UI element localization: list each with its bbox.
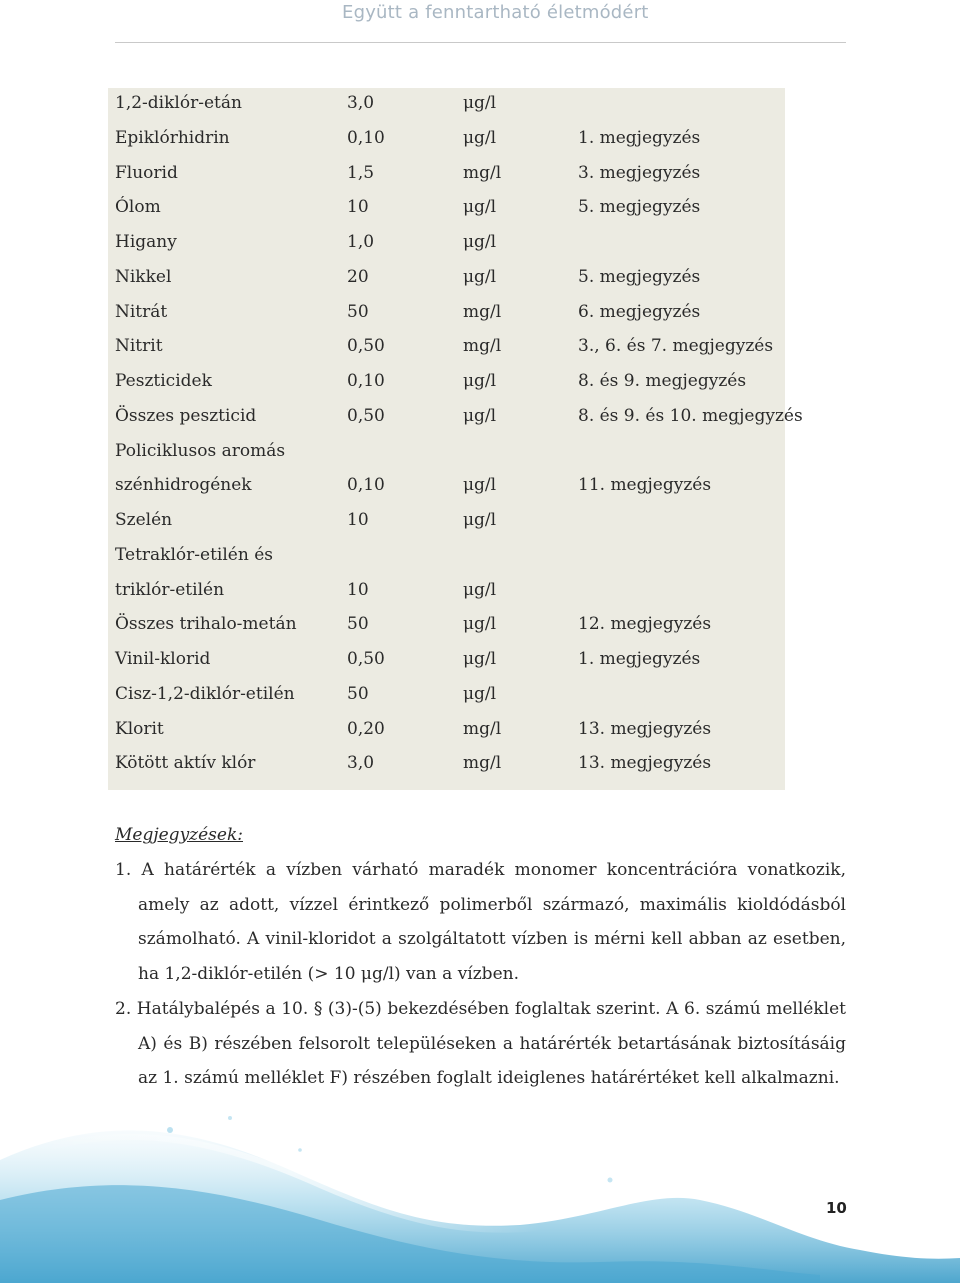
unit: μg/l [463, 649, 497, 669]
limit-value: 3,0 [347, 93, 375, 113]
table-row [108, 580, 785, 615]
substance-name: Peszticidek [115, 371, 212, 391]
note-reference: 3. megjegyzés [578, 162, 701, 183]
substance-name: Policiklusos aromás [115, 440, 286, 461]
substance-name: Fluorid [115, 162, 178, 183]
substance-name: Kötött aktív klór [115, 753, 256, 774]
substance-name: triklór-etilén [115, 579, 225, 600]
table-row [108, 649, 785, 684]
limit-value: 50 [347, 683, 369, 704]
unit: μg/l [463, 232, 497, 252]
limit-value: 0,20 [347, 718, 385, 739]
page-header-title: Együtt a fenntartható életmódért [342, 2, 649, 23]
table-row [108, 232, 785, 267]
limit-value: 10 [347, 510, 369, 530]
limit-value: 0,50 [347, 405, 385, 426]
substance-name: Higany [115, 232, 177, 252]
substance-name: Epiklórhidrin [115, 127, 230, 148]
limit-value: 1,5 [347, 162, 375, 183]
substance-name: szénhidrogének [115, 475, 252, 496]
unit: μg/l [463, 266, 497, 287]
substance-name: Tetraklór-etilén és [115, 544, 273, 565]
limit-value: 0,50 [347, 336, 385, 357]
limit-value: 50 [347, 614, 369, 635]
table-row [108, 510, 785, 545]
unit: mg/l [463, 336, 502, 357]
header-divider [115, 42, 846, 43]
substance-name: Nitrát [115, 301, 168, 322]
table-row [108, 93, 785, 128]
limit-value: 0,10 [347, 475, 385, 496]
note-reference: 8. és 9. és 10. megjegyzés [578, 405, 803, 426]
page-number: 10 [826, 1199, 847, 1217]
note-reference: 6. megjegyzés [578, 301, 701, 322]
water-wave-decoration [0, 1090, 960, 1283]
table-row [108, 302, 785, 337]
table-row [108, 405, 803, 441]
unit: μg/l [463, 683, 497, 704]
limit-values-table [108, 88, 803, 790]
unit: μg/l [463, 127, 497, 148]
table-row [108, 128, 785, 163]
table-row [108, 684, 785, 719]
note-2-text: 2. Hatálybalépés a 10. § (3)-(5) bekezdésében foglaltak szerint. A 6. számú melléklet A) és B) részében felsorolt településeken a határérték betartásának biztosításáig az 1. számú melléklet F) részében foglalt ideiglenes határértéket kell alkalmazni. [115, 999, 846, 1089]
note-reference: 1. megjegyzés [578, 127, 701, 148]
table-row [108, 163, 785, 198]
unit: μg/l [463, 371, 497, 391]
limit-value: 0,10 [347, 371, 385, 391]
substance-name: 1,2-diklór-etán [115, 93, 242, 113]
substance-name: Klorit [115, 718, 164, 739]
note-reference: 5. megjegyzés [578, 197, 701, 218]
table-row [108, 197, 785, 232]
note-reference: 12. megjegyzés [578, 614, 712, 635]
table-row [108, 441, 785, 476]
note-reference: 5. megjegyzés [578, 266, 701, 287]
unit: μg/l [463, 614, 497, 635]
substance-name: Összes peszticid [115, 405, 257, 426]
substance-name: Cisz-1,2-diklór-etilén [115, 683, 295, 704]
limit-value: 3,0 [347, 753, 375, 774]
unit: μg/l [463, 93, 497, 113]
limit-value: 0,10 [347, 127, 385, 148]
notes-title: Megjegyzések: [115, 825, 243, 845]
unit: μg/l [463, 197, 497, 218]
substance-name: Vinil-klorid [115, 649, 211, 669]
table-row [108, 336, 785, 371]
unit: μg/l [463, 475, 497, 496]
substance-name: Nikkel [115, 266, 172, 287]
substance-name: Szelén [115, 510, 173, 530]
limit-value: 10 [347, 579, 369, 600]
note-reference: 11. megjegyzés [578, 475, 712, 496]
note-reference: 1. megjegyzés [578, 649, 701, 669]
unit: mg/l [463, 162, 502, 183]
limit-value: 0,50 [347, 649, 385, 669]
table-row [108, 614, 785, 649]
table-row [108, 719, 785, 754]
table-row [108, 753, 785, 788]
unit: μg/l [463, 405, 497, 426]
limit-value: 1,0 [347, 232, 375, 252]
limit-value: 50 [347, 301, 369, 322]
note-reference: 13. megjegyzés [578, 753, 712, 774]
note-reference: 8. és 9. megjegyzés [578, 371, 747, 391]
substance-name: Összes trihalo-metán [115, 614, 297, 635]
note-1-text: 1. A határérték a vízben várható maradék monomer koncentrációra vonatkozik, amely az adott, vízzel érintkező polimerből származó, maximális kioldódásból számolható. A vinil-kloridot a szolgáltatott vízben is mérni kell abban az esetben, ha 1,2-diklór-etilén (> 10 μg/l) van a vízben. [115, 860, 846, 985]
note-2 [115, 992, 846, 1096]
table-row [108, 267, 785, 302]
table-row [108, 371, 785, 406]
table-row [108, 475, 785, 510]
unit: μg/l [463, 510, 497, 530]
unit: mg/l [463, 718, 502, 739]
unit: μg/l [463, 579, 497, 600]
note-reference: 3., 6. és 7. megjegyzés [578, 336, 774, 357]
substance-name: Nitrit [115, 336, 163, 357]
note-1 [115, 853, 846, 992]
table-row [108, 545, 785, 580]
unit: mg/l [463, 753, 502, 774]
unit: mg/l [463, 301, 502, 322]
limit-value: 20 [347, 266, 369, 287]
note-reference: 13. megjegyzés [578, 718, 712, 739]
substance-name: Ólom [115, 197, 161, 218]
limit-value: 10 [347, 197, 369, 218]
